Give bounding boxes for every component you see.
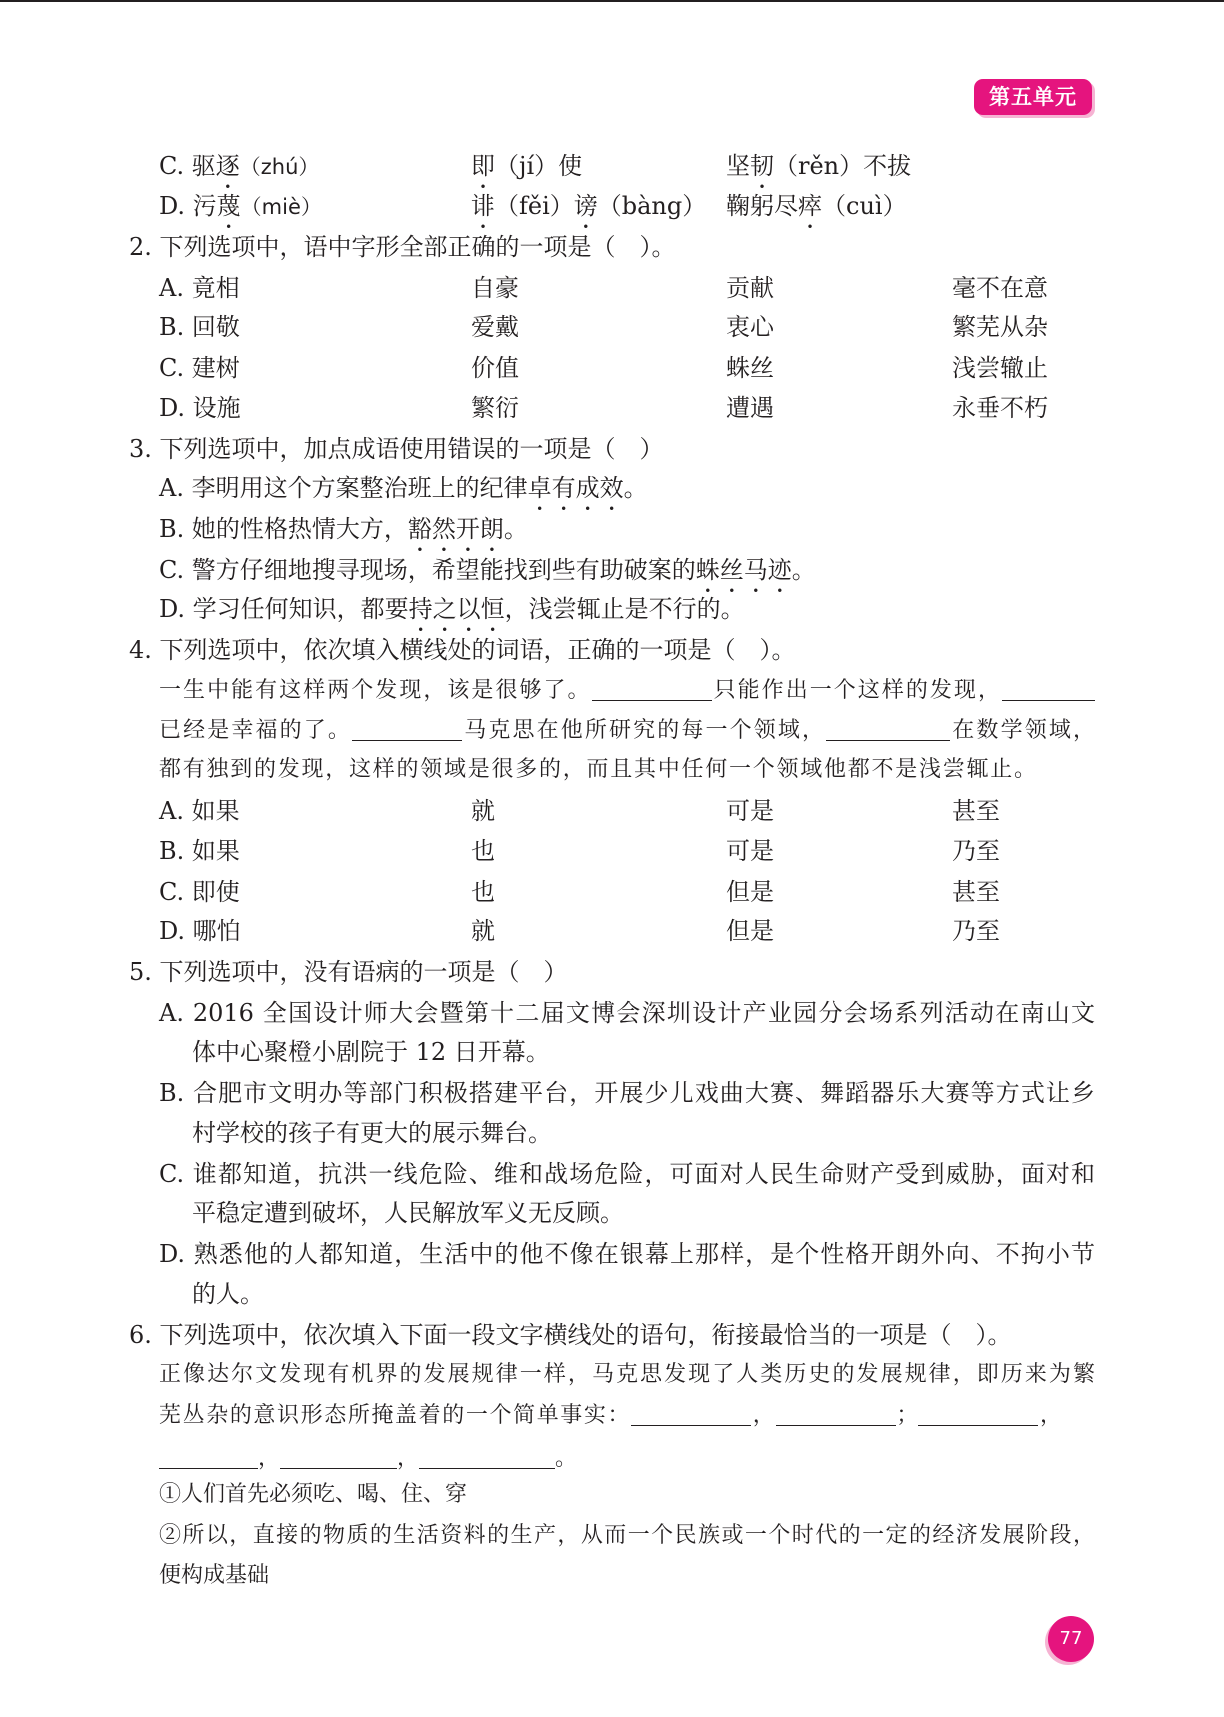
q3-option-a-pre: A. 李明用这个方案整治班上的纪律: [159, 474, 528, 502]
q2-option-c-word2: 价值: [471, 354, 519, 382]
q4-option-c-word3: 但是: [726, 878, 774, 906]
q2-option-d-word2: 繁衍: [471, 394, 519, 422]
q3-option-c-post: 。: [791, 556, 816, 584]
q4-option-a: A. 如果: [159, 797, 240, 825]
q6-stem: 6. 下列选项中，依次填入下面一段文字横线处的语句，衔接最恰当的一项是（ ）。: [129, 1321, 1012, 1349]
fill-blank: [352, 739, 462, 741]
q4-passage-line-2: [159, 711, 1095, 751]
pinyin: （bàng）: [597, 192, 707, 220]
q1-c-col1-pre: C. 驱: [159, 152, 216, 180]
q6-item-1: ①人们首先必须吃、喝、住、穿: [159, 1482, 468, 1507]
q5-option-d-line-2: 的人。: [192, 1280, 264, 1308]
q4-option-b-word4: 乃至: [952, 837, 1000, 865]
q2-option-a-word3: 贡献: [726, 274, 774, 302]
q2-option-b-word2: 爱戴: [471, 313, 519, 341]
q5-option-c-line-1: C. 谁都知道，抗洪一线危险、维和战场危险，可面对人民生命财产受到威胁，面对和: [159, 1160, 1095, 1188]
pinyin: （jí）使: [495, 152, 583, 180]
q2-stem: 2. 下列选项中，语中字形全部正确的一项是（ ）。: [129, 233, 676, 261]
q3-option-b: [159, 509, 528, 549]
top-rule: [0, 0, 1224, 2]
fill-blank: [592, 699, 712, 701]
punctuation: ，: [258, 1446, 281, 1471]
q5-option-a-line-2: 体中心聚橙小剧院于 12 日开幕。: [192, 1038, 550, 1066]
q1-c-col3-pre: 坚: [726, 152, 750, 180]
fill-blank: [280, 1467, 397, 1469]
pinyin: （miè）: [240, 195, 322, 219]
q5-option-d-line-1: D. 熟悉他的人都知道，生活中的他不像在银幕上那样，是个性格开朗外向、不拘小节: [159, 1240, 1095, 1268]
passage-text: 芜丛杂的意识形态所掩盖着的一个简单事实：: [159, 1403, 632, 1428]
dotted-char: 蔑: [216, 192, 241, 220]
q5-option-b-line-2: 村学校的孩子有更大的展示舞台。: [192, 1119, 552, 1147]
q6-item-2-continued: 便构成基础: [159, 1563, 270, 1588]
q2-option-a-word4: 毫不在意: [952, 274, 1048, 302]
q5-stem: 5. 下列选项中，没有语病的一项是（ ）: [129, 958, 568, 986]
fill-blank: [918, 1424, 1038, 1426]
q3-stem: 3. 下列选项中，加点成语使用错误的一项是（ ）: [129, 435, 664, 463]
q1-d-col3-pre: 鞠躬尽: [726, 192, 798, 220]
q3-option-a: [159, 468, 648, 508]
passage-text: 一生中能有这样两个发现，该是很够了。: [159, 678, 592, 703]
dotted-idiom: 卓有成效: [527, 474, 624, 502]
q1-c-col3: [726, 146, 911, 186]
q4-option-a-word2: 就: [471, 797, 495, 825]
q4-option-a-word3: 可是: [726, 797, 774, 825]
passage-text: 在数学领域，: [950, 718, 1095, 743]
q2-option-b-word4: 繁芜从杂: [952, 313, 1048, 341]
punctuation: ，: [751, 1403, 777, 1428]
page-number: 77: [1048, 1616, 1094, 1662]
dotted-char: 瘁: [798, 192, 822, 220]
q4-option-d-word4: 乃至: [952, 917, 1000, 945]
pinyin: （cuì）: [822, 192, 907, 220]
dotted-char: 韧: [750, 152, 774, 180]
dotted-idiom: 豁然开朗: [407, 515, 504, 543]
fill-blank: [631, 1424, 751, 1426]
q6-passage-line-3: [159, 1439, 577, 1479]
q3-option-d: [159, 589, 745, 629]
q4-option-b-word2: 也: [471, 837, 495, 865]
q2-option-c: C. 建树: [159, 354, 240, 382]
q4-passage-line-3: 都有独到的发现，这样的领域是很多的，而且其中任何一个领域他都不是浅尝辄止。: [159, 757, 1036, 782]
q6-passage-line-1: 正像达尔文发现有机界的发展规律一样，马克思发现了人类历史的发展规律，即历来为繁: [159, 1362, 1095, 1387]
q4-option-d: D. 哪怕: [159, 917, 241, 945]
pinyin: （fěi）: [495, 192, 574, 220]
q4-option-c-word2: 也: [471, 878, 495, 906]
passage-text: 马克思在他所研究的每一个领域，: [462, 718, 827, 743]
q4-option-d-word2: 就: [471, 917, 495, 945]
q2-option-b-word3: 衷心: [726, 313, 774, 341]
punctuation: ，: [397, 1446, 420, 1471]
q2-option-c-word3: 蛛丝: [726, 354, 774, 382]
q2-option-c-word4: 浅尝辙止: [952, 354, 1048, 382]
q3-option-b-pre: B. 她的性格热情大方，: [159, 515, 408, 543]
q4-option-c: C. 即使: [159, 878, 240, 906]
q3-option-a-post: 。: [623, 474, 648, 502]
passage-text: 只能作出一个这样的发现，: [711, 678, 1002, 703]
dotted-char: 谤: [573, 192, 598, 220]
pinyin: （zhú）: [239, 155, 320, 179]
q3-option-d-pre: D. 学习任何知识，都要: [159, 595, 409, 623]
q4-passage-line-1: [159, 671, 1095, 711]
dotted-idiom: 蛛丝马迹: [695, 556, 792, 584]
q3-option-c-pre: C. 警方仔细地搜寻现场，希望能找到些有助破案的: [159, 556, 696, 584]
passage-text: 已经是幸福的了。: [159, 718, 353, 743]
punctuation: ，: [1038, 1403, 1062, 1428]
q5-option-c-line-2: 平稳定遭到破坏，人民解放军义无反顾。: [192, 1199, 624, 1227]
dotted-idiom: 持之以恒: [408, 595, 505, 623]
pinyin: （rěn）不拔: [774, 152, 912, 180]
q2-option-b: B. 回敬: [159, 313, 240, 341]
q6-item-2: ②所以，直接的物质的生活资料的生产，从而一个民族或一个时代的一定的经济发展阶段，: [159, 1523, 1095, 1548]
unit-badge: 第五单元: [974, 79, 1092, 115]
q4-option-a-word4: 甚至: [952, 797, 1000, 825]
fill-blank: [776, 1424, 896, 1426]
dotted-char: 即: [471, 152, 495, 180]
q2-option-d-word3: 遭遇: [726, 394, 774, 422]
q4-option-d-word3: 但是: [726, 917, 774, 945]
fill-blank: [1002, 699, 1095, 701]
q2-option-d: D. 设施: [159, 394, 241, 422]
q5-option-a-line-1: A. 2016 全国设计师大会暨第十二届文博会深圳设计产业园分会场系列活动在南山文: [159, 999, 1095, 1027]
q2-option-a-word2: 自豪: [471, 274, 519, 302]
q4-stem: 4. 下列选项中，依次填入横线处的词语，正确的一项是（ ）。: [129, 636, 796, 664]
q1-d-col3: [726, 186, 907, 226]
q2-option-d-word4: 永垂不朽: [952, 394, 1048, 422]
fill-blank: [826, 739, 950, 741]
punctuation: 。: [555, 1446, 578, 1471]
fill-blank: [159, 1467, 258, 1469]
q5-option-b-line-1: B. 合肥市文明办等部门积极搭建平台，开展少儿戏曲大赛、舞蹈器乐大赛等方式让乡: [159, 1079, 1095, 1107]
q6-passage-line-2: [159, 1396, 1062, 1436]
q4-option-c-word4: 甚至: [952, 878, 1000, 906]
q4-option-b: B. 如果: [159, 837, 240, 865]
q2-option-a: A. 竟相: [159, 274, 240, 302]
dotted-char: 诽: [471, 192, 495, 220]
punctuation: ；: [896, 1403, 919, 1428]
q1-d-col1-pre: D. 污: [159, 192, 217, 220]
q1-c-col2: [471, 146, 582, 186]
fill-blank: [419, 1467, 555, 1469]
dotted-char: 逐: [215, 152, 240, 180]
q3-option-d-post: ，浅尝辄止是不行的。: [504, 595, 745, 623]
q4-option-b-word3: 可是: [726, 837, 774, 865]
q1-d-col2: [471, 186, 706, 226]
q3-option-b-post: 。: [503, 515, 528, 543]
q3-option-c: [159, 550, 816, 590]
q1-d-col1: [159, 186, 322, 226]
q1-c-col1: [159, 146, 319, 186]
